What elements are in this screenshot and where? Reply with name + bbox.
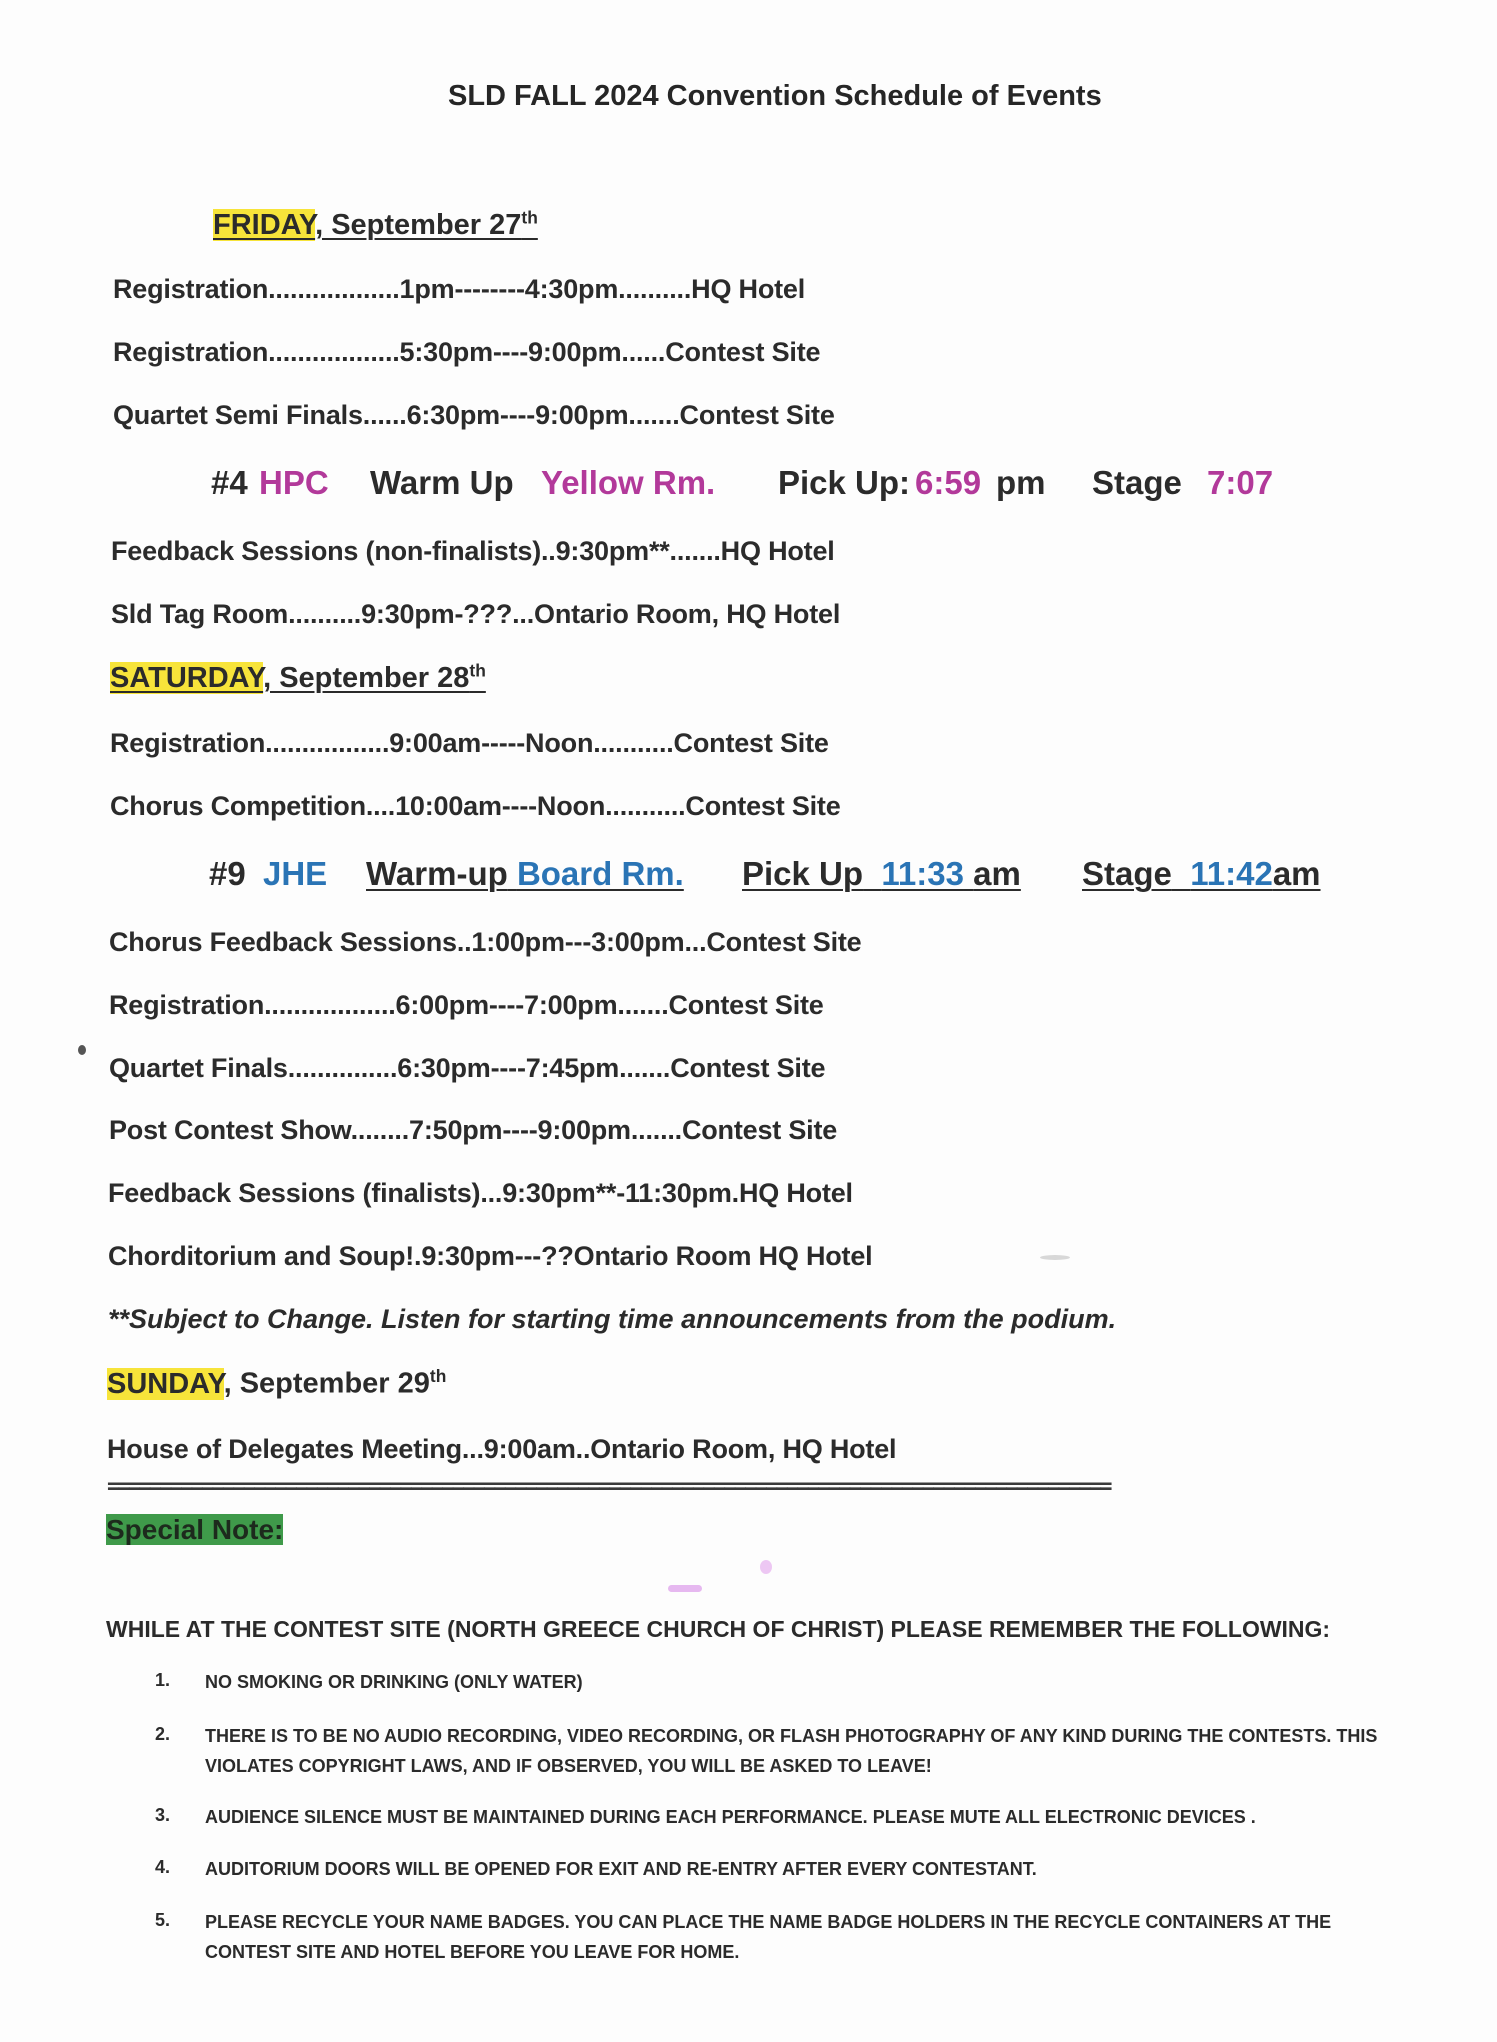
saturday-callout-code: JHE [263, 855, 328, 892]
friday-row-1: Registration..................1pm--------4:30pm..........HQ Hotel [113, 274, 806, 304]
friday-stage-time: 7:07 [1207, 464, 1274, 501]
saturday-row-5: Quartet Finals...............6:30pm----7:45pm.......Contest Site [109, 1053, 826, 1083]
list-item-number: 1. [155, 1670, 171, 1690]
contest-site-heading: WHILE AT THE CONTEST SITE (NORTH GREECE CHURCH OF CHRIST) PLEASE REMEMBER THE FOLLOWING: [106, 1616, 1331, 1642]
friday-pickup-time: 6:59 [915, 464, 982, 501]
saturday-row-8: Chorditorium and Soup!.9:30pm---??Ontario Room HQ Hotel [108, 1241, 873, 1271]
saturday-heading [110, 660, 486, 695]
saturday-date: , September 28 [263, 661, 470, 694]
saturday-date-sup: th [469, 660, 486, 680]
saturday-callout-line [366, 855, 684, 893]
sunday-date-sup: th [429, 1366, 447, 1386]
friday-day-label: FRIDAY [213, 208, 316, 241]
list-item-text: NO SMOKING OR DRINKING (ONLY WATER) [205, 1672, 583, 1692]
saturday-row-1: Registration.................9:00am-----Noon...........Contest Site [110, 728, 829, 758]
saturday-stage-label: Stage [1082, 855, 1172, 892]
friday-row-2: Registration..................5:30pm----9:00pm......Contest Site [113, 337, 821, 367]
list-item-number: 5. [155, 1910, 171, 1930]
friday-warmup-room: Yellow Rm. [541, 464, 716, 501]
special-note-label [106, 1514, 283, 1546]
saturday-pickup-suffix: am [973, 855, 1021, 892]
friday-stage-label: Stage [1092, 464, 1182, 501]
list-item-text: THERE IS TO BE NO AUDIO RECORDING, VIDEO RECORDING, OR FLASH PHOTOGRAPHY OF ANY KIND DURING THE CONTESTS. THIS VIOLATES COPYRIGHT LAWS, AND IF OBSERVED, YOU WILL BE ASKED TO LEAVE! [205, 1726, 1378, 1776]
saturday-stage-suffix: am [1272, 855, 1321, 892]
saturday-warmup-label: Warm-up [366, 855, 508, 892]
saturday-callout-num: #9 [209, 855, 246, 892]
sunday-day-label: SUNDAY [107, 1367, 224, 1400]
friday-row-4: Feedback Sessions (non-finalists)..9:30pm**.......HQ Hotel [111, 536, 835, 566]
saturday-pickup-time: 11:33 [881, 855, 964, 892]
saturday-warmup-room: Board Rm. [516, 855, 684, 892]
friday-heading [213, 207, 538, 242]
list-item-text: AUDITORIUM DOORS WILL BE OPENED FOR EXIT AND RE-ENTRY AFTER EVERY CONTESTANT. [205, 1859, 1037, 1879]
saturday-row-7: Feedback Sessions (finalists)...9:30pm**-11:30pm.HQ Hotel [108, 1178, 853, 1208]
sunday-date: , September 29 [223, 1367, 430, 1400]
friday-warmup-label: Warm Up [370, 464, 514, 501]
sunday-row-1: House of Delegates Meeting...9:00am..Ontario Room, HQ Hotel [107, 1434, 897, 1464]
list-item-number: 4. [155, 1857, 171, 1877]
friday-row-5: Sld Tag Room..........9:30pm-???...Ontario Room, HQ Hotel [111, 599, 841, 629]
saturday-pickup-label: Pick Up [742, 855, 864, 892]
page-title: SLD FALL 2024 Convention Schedule of Events [448, 80, 1102, 112]
scan-speck [1040, 1255, 1070, 1260]
saturday-row-4: Registration..................6:00pm----7:00pm.......Contest Site [109, 990, 824, 1020]
friday-row-3: Quartet Semi Finals......6:30pm----9:00pm.......Contest Site [113, 400, 835, 430]
list-item-number: 2. [155, 1724, 171, 1744]
friday-date: , September 27 [315, 208, 522, 241]
divider-line: ================================================================================================ [107, 1474, 1110, 1499]
saturday-pickup-line [742, 855, 1021, 893]
saturday-row-2: Chorus Competition....10:00am----Noon...........Contest Site [110, 791, 841, 821]
friday-date-sup: th [521, 207, 538, 227]
saturday-row-6: Post Contest Show........7:50pm----9:00pm.......Contest Site [109, 1115, 838, 1145]
ink-smudge [668, 1585, 702, 1592]
list-item-number: 3. [155, 1805, 171, 1825]
saturday-stage-time: 11:42 [1190, 855, 1273, 892]
saturday-day-label: SATURDAY [110, 661, 264, 694]
saturday-stage-line [1082, 855, 1321, 893]
scan-speck [78, 1045, 86, 1055]
sunday-heading [107, 1366, 446, 1401]
friday-callout-code: HPC [259, 464, 329, 501]
ink-smudge [760, 1560, 772, 1574]
friday-callout-num: #4 [211, 464, 248, 501]
friday-pickup-label: Pick Up: [778, 464, 911, 501]
list-item-text: PLEASE RECYCLE YOUR NAME BADGES. YOU CAN PLACE THE NAME BADGE HOLDERS IN THE RECYCLE CONTAINERS AT THE CONTEST SITE AND HOTEL BEFORE YOU LEAVE FOR HOME. [205, 1912, 1332, 1962]
saturday-row-3: Chorus Feedback Sessions..1:00pm---3:00pm...Contest Site [109, 927, 862, 957]
special-note-text: Special Note: [106, 1514, 284, 1545]
friday-pickup-suffix: pm [996, 464, 1046, 501]
subject-to-change-note: **Subject to Change. Listen for starting time announcements from the podium. [108, 1304, 1117, 1334]
list-item-text: AUDIENCE SILENCE MUST BE MAINTAINED DURING EACH PERFORMANCE. PLEASE MUTE ALL ELECTRONIC DEVICES . [205, 1807, 1256, 1827]
